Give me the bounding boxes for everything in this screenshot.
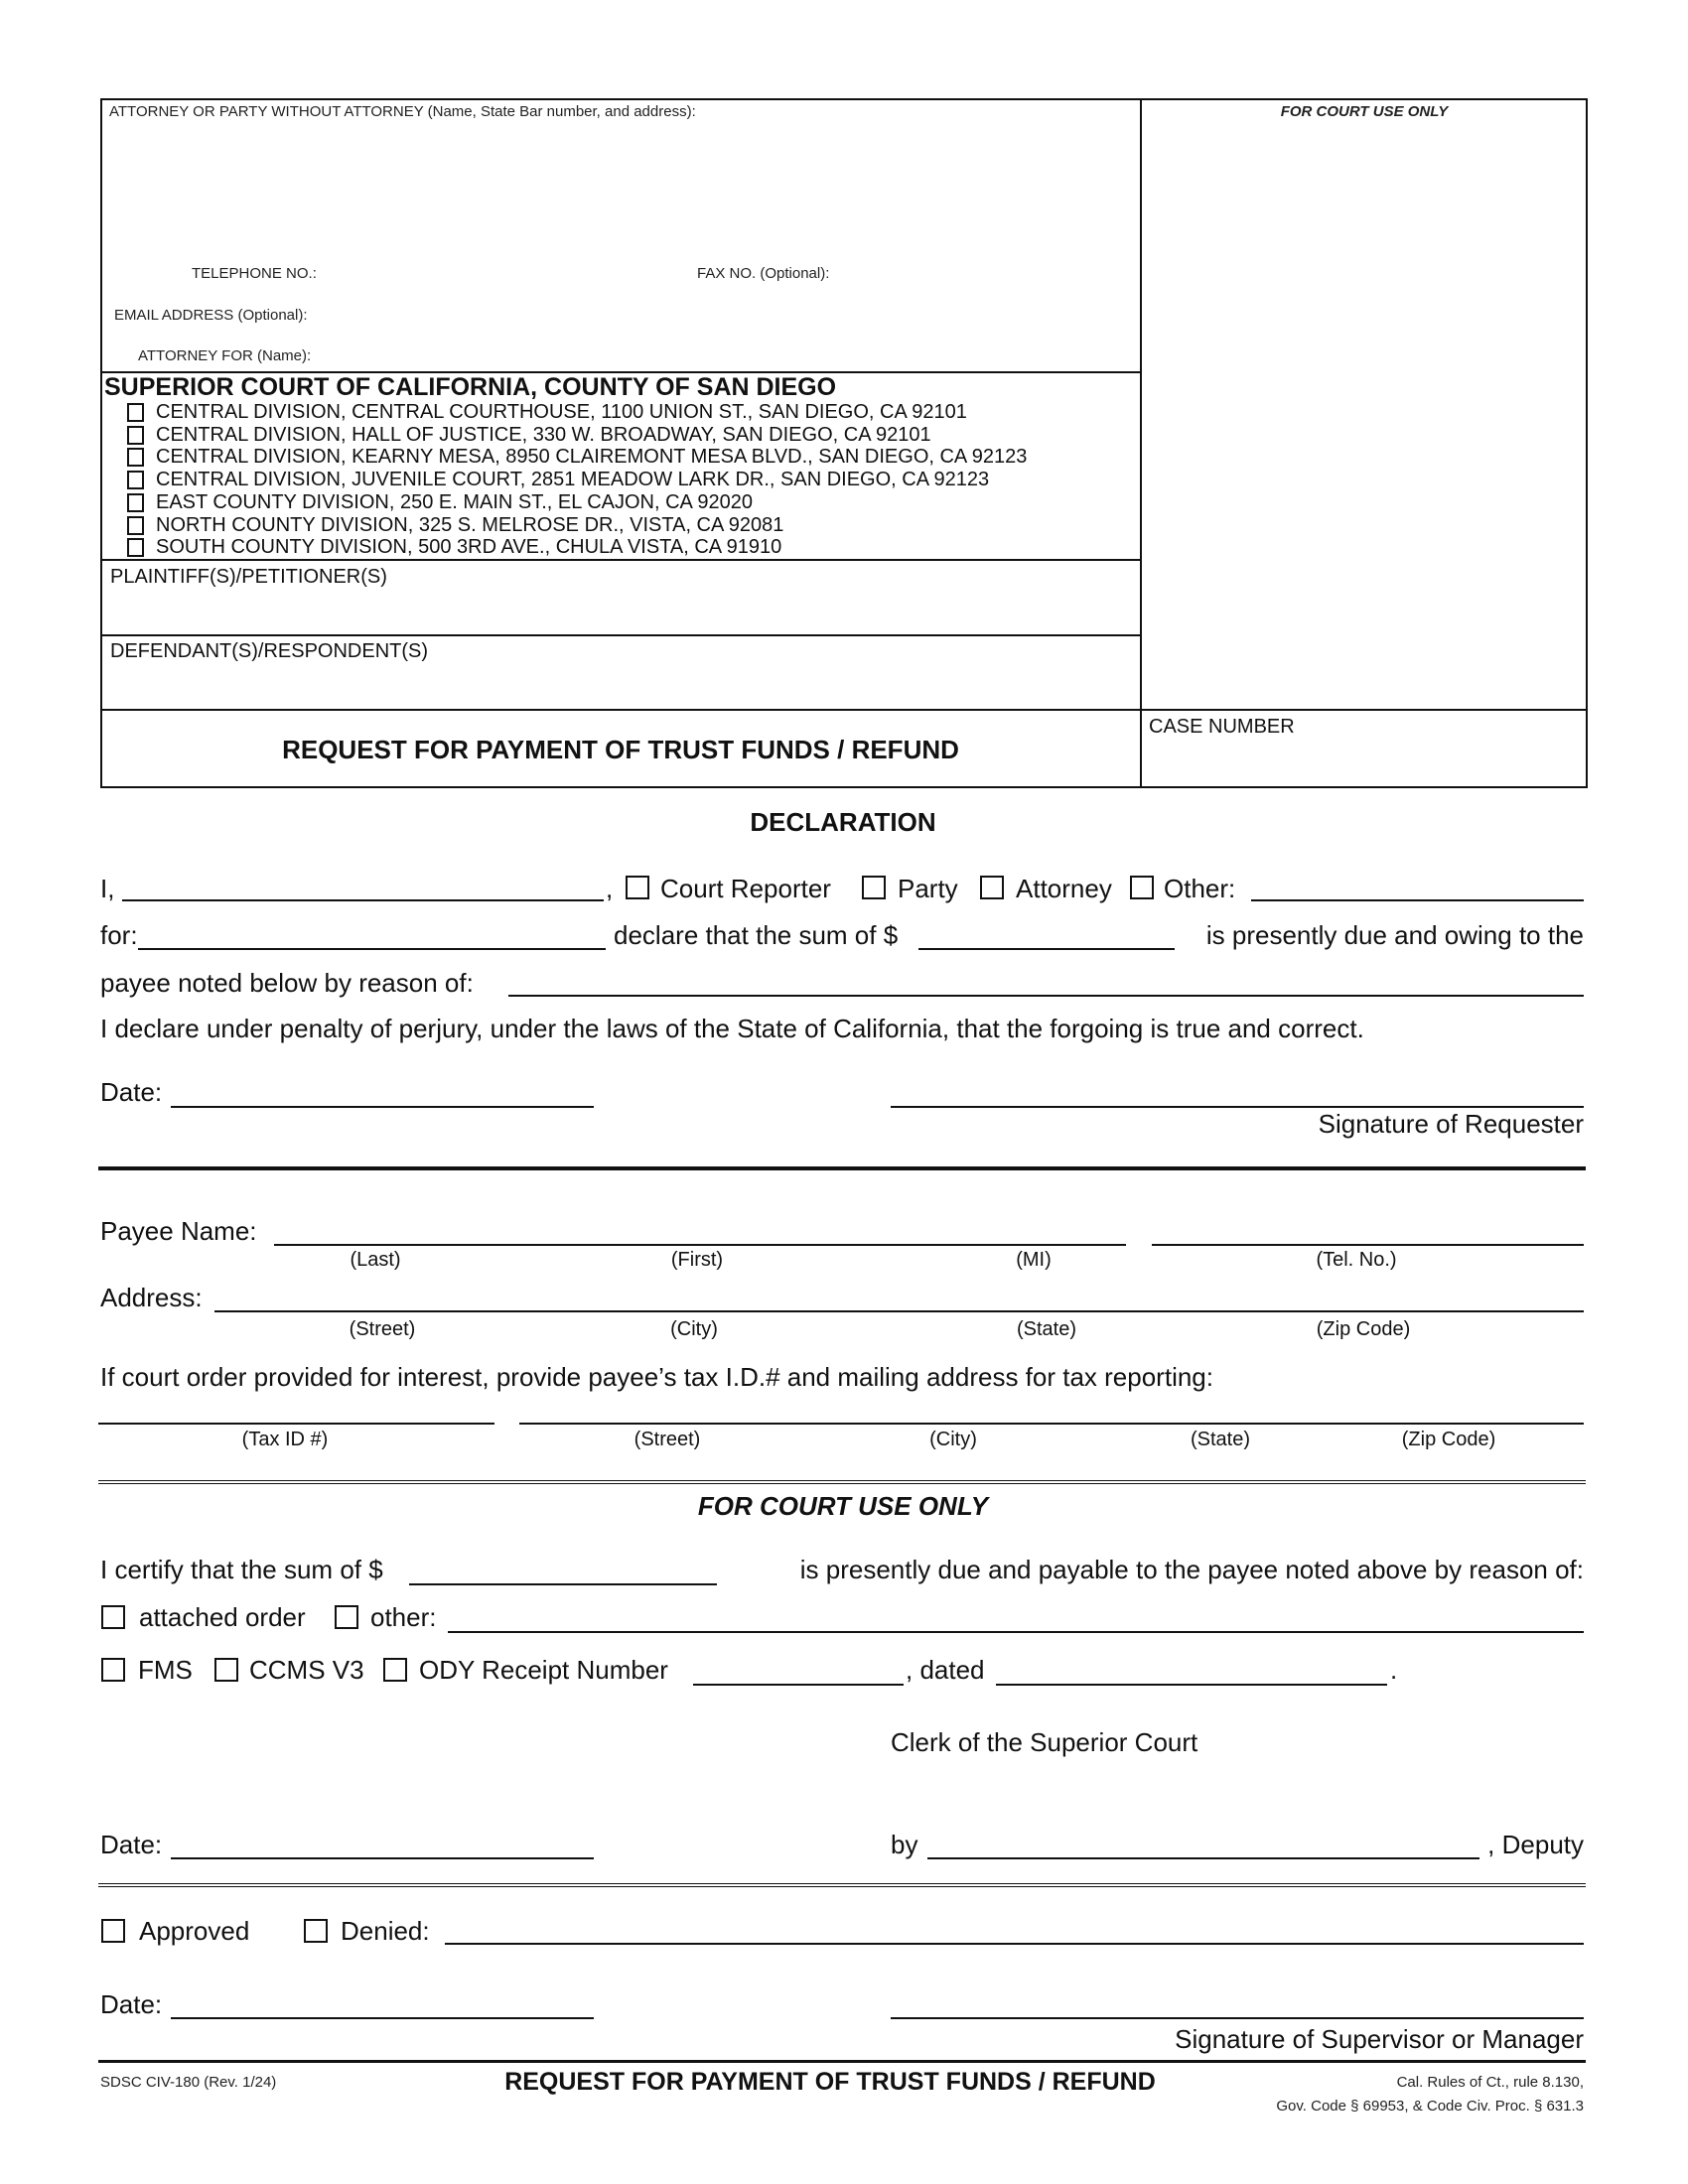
attorney-checkbox[interactable] — [980, 876, 1004, 899]
court-use-heading: FOR COURT USE ONLY — [697, 1491, 989, 1521]
citation-line-1: Cal. Rules of Ct., rule 8.130, — [1396, 2074, 1584, 2091]
ody-label: ODY Receipt Number — [419, 1655, 668, 1685]
dated-label: , dated — [906, 1655, 985, 1685]
requester-signature-field[interactable] — [891, 1106, 1584, 1108]
court-other-label: other: — [370, 1602, 437, 1632]
ody-checkbox[interactable] — [383, 1658, 407, 1682]
deputy-label: , Deputy — [1487, 1830, 1584, 1859]
double-divider — [98, 1883, 1586, 1887]
party-checkbox[interactable] — [862, 876, 886, 899]
reason-field[interactable] — [508, 995, 1584, 997]
caption-divider — [1140, 98, 1142, 788]
attached-order-label: attached order — [139, 1602, 306, 1632]
court-location-checkbox[interactable] — [127, 448, 144, 467]
requester-signature-label: Signature of Requester — [1318, 1109, 1584, 1139]
sum-field[interactable] — [918, 948, 1175, 950]
court-location-label: CENTRAL DIVISION, JUVENILE COURT, 2851 MEADOW LARK DR., SAN DIEGO, CA 92123 — [156, 469, 990, 491]
defendant-label: DEFENDANT(S)/RESPONDENT(S) — [110, 640, 429, 662]
court-title: SUPERIOR COURT OF CALIFORNIA, COUNTY OF SAN DIEGO — [104, 373, 837, 401]
attached-order-checkbox[interactable] — [101, 1605, 125, 1629]
attorney-label: Attorney — [1016, 874, 1112, 903]
fms-checkbox[interactable] — [101, 1658, 125, 1682]
dated-field[interactable] — [996, 1684, 1387, 1686]
court-other-checkbox[interactable] — [335, 1605, 358, 1629]
ccms-label: CCMS V3 — [249, 1655, 364, 1685]
interest-note: If court order provided for interest, provide payee’s tax I.D.# and mailing address for tax reporting: — [100, 1362, 1213, 1392]
court-date-field[interactable] — [171, 1857, 594, 1859]
court-location-label: CENTRAL DIVISION, HALL OF JUSTICE, 330 W. BROADWAY, SAN DIEGO, CA 92101 — [156, 423, 931, 446]
court-use-only-label: FOR COURT USE ONLY — [1280, 103, 1449, 120]
tax-id-field[interactable] — [98, 1423, 494, 1425]
certify-label: I certify that the sum of $ — [100, 1555, 383, 1584]
tax-state-sublabel: (State) — [1190, 1429, 1251, 1450]
ccms-checkbox[interactable] — [214, 1658, 238, 1682]
court-other-field[interactable] — [448, 1631, 1584, 1633]
due-owing-label: is presently due and owing to the — [1205, 920, 1584, 950]
other-checkbox[interactable] — [1130, 876, 1154, 899]
divider — [100, 709, 1588, 711]
first-sublabel: (First) — [670, 1249, 724, 1271]
approved-label: Approved — [139, 1916, 250, 1946]
double-divider — [98, 1480, 1586, 1484]
court-location-label: NORTH COUNTY DIVISION, 325 S. MELROSE DR., VISTA, CA 92081 — [156, 513, 784, 536]
divider — [100, 634, 1141, 636]
address-label: Address: — [100, 1283, 203, 1312]
tax-city-sublabel: (City) — [929, 1429, 977, 1450]
state-sublabel: (State) — [1016, 1318, 1077, 1340]
denied-label: Denied: — [341, 1916, 430, 1946]
court-location-label: CENTRAL DIVISION, KEARNY MESA, 8950 CLAIREMONT MESA BLVD., SAN DIEGO, CA 92123 — [156, 446, 1028, 469]
clerk-label: Clerk of the Superior Court — [891, 1727, 1198, 1757]
form-id: SDSC CIV-180 (Rev. 1/24) — [100, 2074, 277, 2091]
payee-name-field[interactable] — [274, 1244, 1126, 1246]
for-label: for: — [100, 920, 138, 950]
other-field[interactable] — [1251, 899, 1584, 901]
court-location-label: SOUTH COUNTY DIVISION, 500 3RD AVE., CHULA VISTA, CA 91910 — [156, 536, 782, 559]
party-label: Party — [898, 874, 958, 903]
court-location-checkbox[interactable] — [127, 403, 144, 422]
tax-id-sublabel: (Tax ID #) — [241, 1429, 329, 1450]
receipt-number-field[interactable] — [693, 1684, 904, 1686]
perjury-statement: I declare under penalty of perjury, under the laws of the State of California, that the forgoing is true and correct. — [100, 1014, 1364, 1043]
for-field[interactable] — [138, 948, 606, 950]
footer-divider — [98, 2060, 1586, 2063]
due-payable-label: is presently due and payable to the payee noted above by reason of: — [799, 1555, 1584, 1584]
email-label: EMAIL ADDRESS (Optional): — [114, 307, 308, 324]
section-divider — [98, 1166, 1586, 1170]
court-location-checkbox[interactable] — [127, 493, 144, 512]
attorney-for-label: ATTORNEY FOR (Name): — [138, 347, 312, 364]
form-title: REQUEST FOR PAYMENT OF TRUST FUNDS / REFUND — [282, 735, 959, 764]
denied-checkbox[interactable] — [304, 1919, 328, 1943]
deputy-field[interactable] — [927, 1857, 1479, 1859]
supervisor-signature-field[interactable] — [891, 2017, 1584, 2019]
plaintiff-label: PLAINTIFF(S)/PETITIONER(S) — [110, 566, 387, 588]
supervisor-date-field[interactable] — [171, 2017, 594, 2019]
payee-phone-field[interactable] — [1152, 1244, 1584, 1246]
other-label: Other: — [1164, 874, 1236, 903]
payee-reason-label: payee noted below by reason of: — [100, 968, 474, 998]
court-location-label: EAST COUNTY DIVISION, 250 E. MAIN ST., EL CAJON, CA 92020 — [156, 490, 753, 513]
court-date-label: Date: — [100, 1830, 163, 1859]
by-label: by — [891, 1830, 918, 1859]
court-location-checkbox[interactable] — [127, 538, 144, 557]
last-sublabel: (Last) — [350, 1249, 401, 1271]
citation-line-2: Gov. Code § 69953, & Code Civ. Proc. § 631.3 — [1276, 2098, 1584, 2115]
city-sublabel: (City) — [670, 1318, 718, 1340]
court-reporter-checkbox[interactable] — [626, 876, 649, 899]
certify-sum-field[interactable] — [409, 1583, 717, 1585]
supervisor-signature-label: Signature of Supervisor or Manager — [1175, 2024, 1584, 2054]
court-location-checkbox[interactable] — [127, 516, 144, 535]
denied-reason-field[interactable] — [445, 1943, 1584, 1945]
payee-name-label: Payee Name: — [100, 1216, 257, 1246]
footer-title: REQUEST FOR PAYMENT OF TRUST FUNDS / REFUND — [504, 2068, 1156, 2096]
mi-sublabel: (MI) — [1016, 1249, 1052, 1271]
comma: , — [606, 874, 614, 903]
court-location-checkbox[interactable] — [127, 471, 144, 489]
i-label: I, — [100, 874, 115, 903]
court-location-label: CENTRAL DIVISION, CENTRAL COURTHOUSE, 1100 UNION ST., SAN DIEGO, CA 92101 — [156, 401, 967, 423]
date-label: Date: — [100, 1077, 163, 1107]
tax-street-sublabel: (Street) — [633, 1429, 701, 1450]
attorney-label: ATTORNEY OR PARTY WITHOUT ATTORNEY (Name, State Bar number, and address): — [109, 103, 696, 120]
fax-label: FAX NO. (Optional): — [697, 265, 830, 282]
telephone-label: TELEPHONE NO.: — [192, 265, 317, 282]
declaration-heading: DECLARATION — [750, 807, 936, 837]
period: . — [1390, 1655, 1398, 1685]
date-field[interactable] — [171, 1106, 594, 1108]
zip-sublabel: (Zip Code) — [1316, 1318, 1411, 1340]
tel-sublabel: (Tel. No.) — [1316, 1249, 1397, 1271]
tax-zip-sublabel: (Zip Code) — [1401, 1429, 1496, 1450]
case-number-label: CASE NUMBER — [1149, 716, 1295, 738]
divider — [100, 559, 1141, 561]
supervisor-date-label: Date: — [100, 1989, 163, 2019]
court-reporter-label: Court Reporter — [660, 874, 831, 903]
fms-label: FMS — [138, 1655, 193, 1685]
address-field[interactable] — [214, 1310, 1584, 1312]
declarant-name-field[interactable] — [122, 899, 604, 901]
court-location-checkbox[interactable] — [127, 426, 144, 445]
tax-address-field[interactable] — [519, 1423, 1584, 1425]
street-sublabel: (Street) — [349, 1318, 416, 1340]
approved-checkbox[interactable] — [101, 1919, 125, 1943]
declare-sum-label: declare that the sum of $ — [614, 920, 899, 950]
